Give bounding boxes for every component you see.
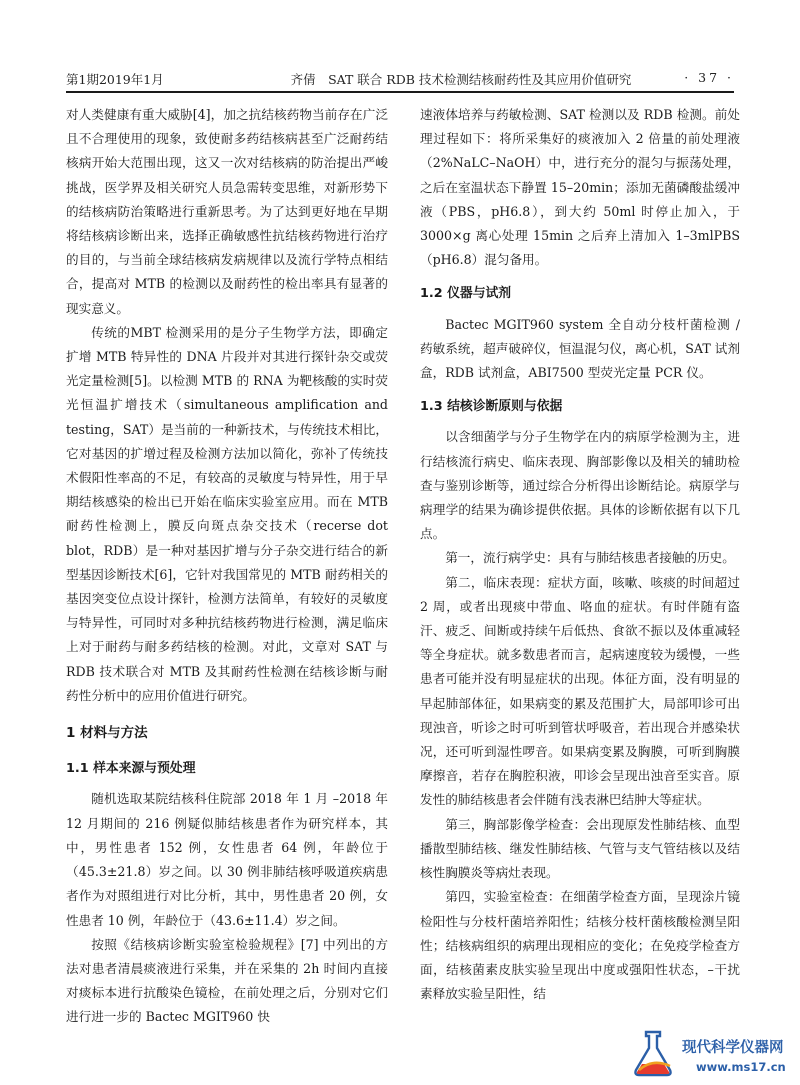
right-column bbox=[420, 103, 740, 1006]
page-number: · 37 · bbox=[684, 70, 734, 85]
flask-logo-icon bbox=[626, 1026, 680, 1080]
paragraph: 传统的MBT 检测采用的是分子生物学方法，即确定扩增 MTB 特异性的 DNA 片段并对其进行探针杂交或荧光定量检测[5]。以检测 MTB 的 RNA 为靶核酸的实时荧光恒温扩增技术（simultaneous amplification and testing，SAT）是当前的一种新技术，与传统技术相比，它对基因的扩增过程及检测方法加以简化，弥补了传统技术假阳性率高的不足，有较高的灵敏度与特异性，用于早期结核感染的检出已开始在临床实验室应用。而在 MTB 耐药性检测上，膜反向斑点杂交技术（recerse dot blot，RDB）是一种对基因扩增与分子杂交进行结合的新型基因诊断技术[6]，它针对我国常见的 MTB 耐药相关的基因突变位点设计探针，检测方法简单，有较好的灵敏度与特异性，可同时对多种抗结核药物进行检测，满足临床上对于耐药与耐多药结核的检测。对此，文章对 SAT 与 RDB 技术联合对 MTB 及其耐药性检测在结核诊断与耐药性分析中的应用价值进行研究。 bbox=[66, 324, 388, 703]
paragraph: 第一，流行病学史：具有与肺结核患者接触的历史。 bbox=[445, 550, 735, 566]
site-watermark bbox=[626, 1026, 800, 1082]
subsection-heading: 1.2 仪器与试剂 bbox=[420, 286, 512, 302]
paragraph: 对人类健康有重大威胁[4]，加之抗结核药物当前存在广泛且不合理使用的现象，致使耐多药结核病甚至广泛耐药结核病开始大范围出现，这又一次对结核病的防治提出严峻挑战，医学界及相关研究人员急需转变思维，对新形势下的结核病防治策略进行重新思考。为了达到更好地在早期将结核病诊断出来，选择正确敏感性抗结核药物进行治疗的目的，与当前全球结核病发病规律以及流行学特点相结合，提高对 MTB 的检测以及耐药性的检出率具有显著的现实意义。 bbox=[66, 107, 388, 316]
header-rule bbox=[66, 91, 734, 93]
section-heading: 1 材料与方法 bbox=[66, 725, 148, 742]
paragraph: 随机选取某院结核科住院部 2018 年 1 月 –2018 年 12 月期间的 216 例疑似肺结核患者作为研究样本，其中，男性患者 152 例，女性患者 64 例，年龄位于（45.3±21.8）岁之间。以 30 例非肺结核呼吸道疾病患者作为对照组进行对比分析，其中，男性患者 20 例，女性患者 10 例，年龄位于（43.6±11.4）岁之间。 bbox=[66, 791, 388, 928]
left-column bbox=[66, 103, 388, 1030]
watermark-url: www.ms17.cn bbox=[696, 1060, 786, 1074]
paragraph: 按照《结核病诊断实验室检验规程》[7] 中列出的方法对患者清晨痰液进行采集，并在采集的 2h 时间内直接对痰标本进行抗酸染色镜检，在前处理之后，分别对它们进行进一步的 Bactec MGIT960 快 bbox=[66, 936, 388, 1025]
subsection-heading: 1.3 结核诊断原则与依据 bbox=[420, 399, 563, 415]
subsection-heading: 1.1 样本来源与预处理 bbox=[66, 761, 196, 777]
paragraph: 第四，实验室检查：在细菌学检查方面，呈现涂片镜检阳性与分枝杆菌培养阳性；结核分枝杆菌核酸检测呈阳性；结核病组织的病理出现相应的变化；在免疫学检查方面，结核菌素皮肤实验呈现出中度或强阳性状态，–干扰素释放实验呈阳性，结 bbox=[420, 889, 740, 1002]
paragraph: 速液体培养与药敏检测、SAT 检测以及 RDB 检测。前处理过程如下：将所采集好的痰液加入 2 倍量的前处理液（2%NaLC–NaOH）中，进行充分的混匀与振荡处理，之后在室温状态下静置 15–20min；添加无菌磷酸盐缓冲液（PBS，pH6.8），到大约 50ml 时停止加入，于 3000×g 离心处理 15min 之后弃上清加入 1–3mlPBS（pH6.8）混匀备用。 bbox=[420, 107, 740, 268]
paragraph: 第三，胸部影像学检查：会出现原发性肺结核、血型播散型肺结核、继发性肺结核、气管与支气管结核以及结核性胸膜炎等病灶表现。 bbox=[420, 816, 740, 881]
issue-date: 第1期2019年1月 bbox=[66, 72, 164, 87]
article-running-title: 齐倩 SAT 联合 RDB 技术检测结核耐药性及其应用价值研究 bbox=[290, 72, 632, 87]
paragraph: Bactec MGIT960 system 全自动分枝杆菌检测 / 药敏系统，超声破碎仪，恒温混匀仪，离心机，SAT 试剂盒，RDB 试剂盒，ABI7500 型荧光定量 PCR 仪。 bbox=[420, 316, 740, 381]
watermark-name: 现代科学仪器网 bbox=[682, 1040, 784, 1056]
paragraph: 以含细菌学与分子生物学在内的病原学检测为主，进行结核流行病史、临床表现、胸部影像以及相关的辅助检查与鉴别诊断等，通过综合分析得出诊断结论。病原学与病理学的结果为确诊提供依据。具体的诊断依据有以下几点。 bbox=[420, 429, 740, 542]
paragraph: 第二，临床表现：症状方面，咳嗽、咳痰的时间超过 2 周，或者出现痰中带血、咯血的症状。有时伴随有盗汗、疲乏、间断或持续午后低热、食欲不振以及体重减轻等全身症状。就多数患者而言，起病速度较为缓慢，一些患者可能并没有明显症状的出现。体征方面，没有明显的早起肺部体征，如果病变的累及范围扩大，局部叩诊可出现浊音，听诊之时可听到管状呼吸音，若出现合并感染状况，还可听到湿性啰音。如果病变累及胸膜，可听到胸膜摩擦音，若存在胸腔积液，叩诊会呈现出浊音至实音。原发性的肺结核患者会伴随有浅表淋巴结肿大等症状。 bbox=[420, 574, 740, 808]
